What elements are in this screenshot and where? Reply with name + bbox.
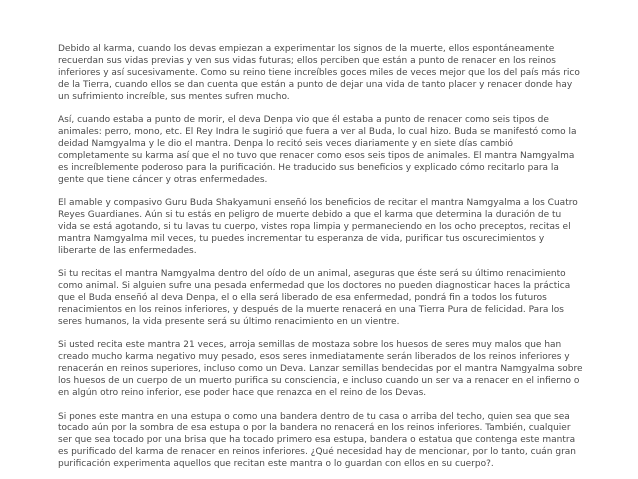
paragraph-6: Si pones este mantra en una estupa o como una bandera dentro de tu casa o arriba del techo, quien sea que sea tocado aún por la sombra de esa estupa o por la bandera no renacerá en los reinos inferiores. También, cualquier ser que sea tocado por una brisa que ha tocado primero esa estupa, bandera o estatua que contenga este mantra es purificado del karma de renacer en reinos inferiores. ¿Qué necesidad hay de mencionar, por lo tanto, cuán gran purificación experimenta aquellos que recitan este mantra o lo guardan con ellos en su cuerpo?. <box>58 411 576 470</box>
paragraph-2: Así, cuando estaba a punto de morir, el deva Denpa vio que él estaba a punto de renacer como seis tipos de animales: perro, mono, etc. El Rey Indra le sugirió que fuera a ver al Buda, lo cual hizo. Buda se manifestó como la deidad Namgyalma y le dio el mantra. Denpa lo recitó seis veces diariamente y en siete días cambió completamente su karma así que el no tuvo que renacer como esos seis tipos de animales. El mantra Namgyalma es increíblemente poderoso para la purificación. He traducido sus beneficios y explicado cómo recitarlo para la gente que tiene cáncer y otras enfermedades. <box>58 115 577 185</box>
paragraph-3: El amable y compasivo Guru Buda Shakyamuni enseñó los beneficios de recitar el mantra Namgyalma a los Cuatro Reyes Guardianes. Aún si tu estás en peligro de muerte debido a que el karma que determina la duración de tu vida se está agotando, si tu lavas tu cuerpo, vistes ropa limpia y permaneciendo en los ocho preceptos, recitas el mantra Namgyalma mil veces, tu puedes incrementar tu esperanza de vida, purificar tus oscurecimientos y liberarte de las enfermedades. <box>58 198 578 256</box>
paragraph-5: Si usted recita este mantra 21 veces, arroja semillas de mostaza sobre los huesos de seres muy malos que han creado mucho karma negativo muy pesado, esos seres inmediatamente serán liberados de los reinos inferiores y renacerán en reinos superiores, incluso como un Deva. Lanzar semillas bendecidas por el mantra Namgyalma sobre los huesos de un cuerpo de un muerto purifica su consciencia, e incluso cuando un ser va a renacer en el infierno o en algún otro reino inferior, ese poder hace que renazca en el reino de los Devas. <box>58 340 583 399</box>
paragraph-4: Si tu recitas el mantra Namgyalma dentro del oído de un animal, aseguras que éste será su último renacimiento como animal. Si alguien sufre una pesada enfermedad que los doctores no pueden diagnosticar haces la práctica que el Buda enseñó al deva Denpa, el o ella será liberado de esa enfermedad, pondrá fin a todos los futuros renacimientos en los reinos inferiores, y después de la muerte renacerá en una Tierra Pura de felicidad. Para los seres humanos, la vida presente será su último renacimiento en un vientre. <box>58 269 571 327</box>
paragraph-1: Debido al karma, cuando los devas empiezan a experimentar los signos de la muerte, ellos espontáneamente recuerdan sus vidas previas y ven sus vidas futuras; ellos perciben que están a punto de renacer en los reinos inferiores y así sucesivamente. Como su reino tiene increíbles goces miles de veces mejor que los del país más rico de la Tierra, cuando ellos se dan cuenta que están a punto de dejar una vida de tanto placer y renacer donde hay un sufrimiento increíble, sus mentes sufren mucho. <box>58 44 580 102</box>
body-text <box>58 44 583 479</box>
